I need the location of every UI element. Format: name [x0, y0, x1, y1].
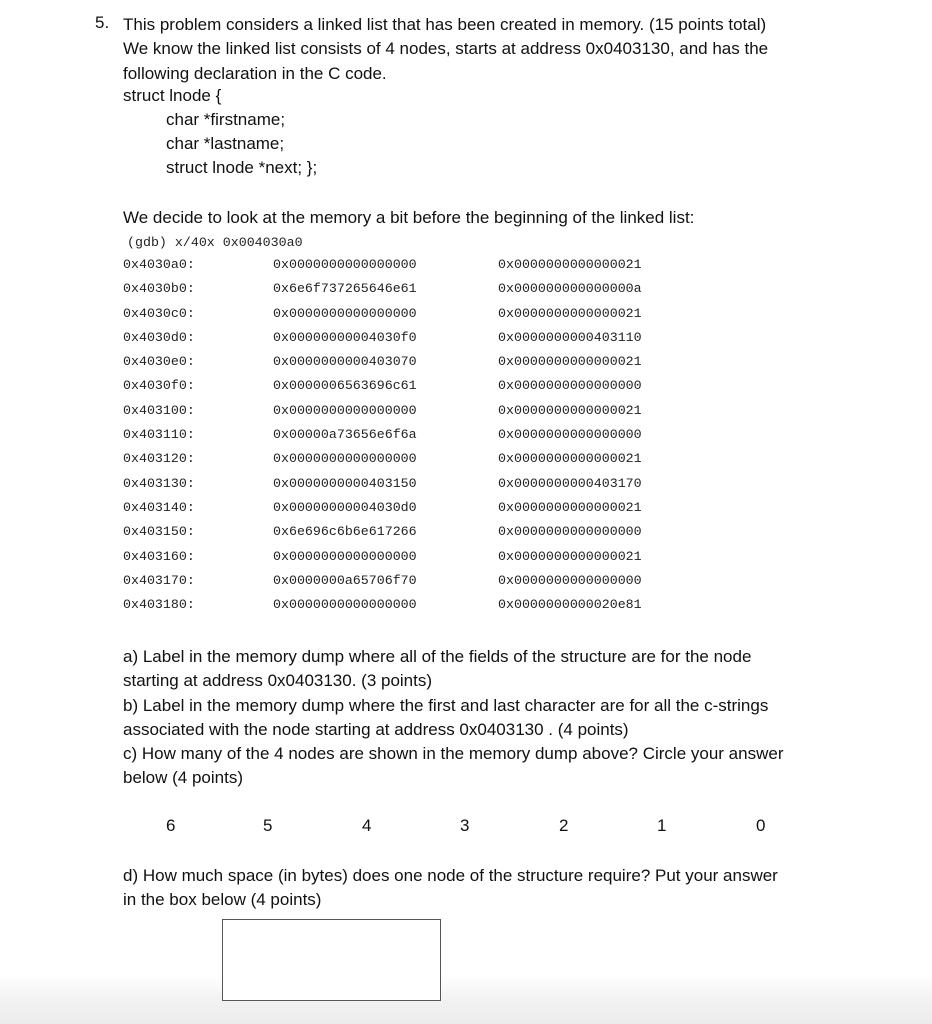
memory-value-1: 0x0000000000403070 [273, 354, 417, 370]
question-intro [123, 13, 768, 86]
part-d-line: d) How much space (in bytes) does one node of the structure require? Put your answer [123, 866, 778, 885]
memory-value-2: 0x0000000000000000 [498, 378, 642, 394]
answer-choice[interactable]: 4 [362, 816, 372, 835]
memory-value-1: 0x0000000a65706f70 [273, 572, 417, 588]
memory-value-1: 0x0000000000000000 [273, 451, 417, 467]
memory-address: 0x4030e0: [123, 354, 195, 370]
answer-choice[interactable]: 5 [263, 816, 273, 835]
memory-address: 0x4030a0: [123, 257, 195, 272]
memory-value-1: 0x00000000004030d0 [273, 499, 417, 515]
struct-declaration: struct lnode { [123, 86, 222, 105]
part-d [123, 864, 778, 913]
gdb-command: (gdb) x/40x 0x004030a0 [127, 235, 303, 250]
memory-value-2: 0x0000000000000000 [498, 572, 642, 588]
question-parts [123, 645, 783, 791]
memory-address: 0x403150: [123, 524, 195, 540]
answer-choice[interactable]: 1 [657, 816, 667, 835]
memory-address: 0x403110: [123, 427, 195, 443]
struct-field-lastname: char *lastname; [166, 134, 285, 153]
memory-value-2: 0x0000000000000021 [498, 548, 642, 564]
memory-value-2: 0x000000000000000a [498, 281, 642, 297]
answer-box[interactable] [222, 919, 441, 1001]
memory-value-1: 0x0000000000000000 [273, 597, 417, 613]
memory-value-2: 0x0000000000000021 [498, 499, 642, 515]
part-c-line: c) How many of the 4 nodes are shown in the memory dump above? Circle your answer [123, 744, 784, 764]
memory-value-1: 0x6e696c6b6e617266 [273, 524, 417, 540]
part-b-line: associated with the node starting at address 0x0403130 . (4 points) [123, 719, 629, 739]
memory-address: 0x403100: [123, 402, 195, 418]
memory-address: 0x403130: [123, 475, 195, 491]
memory-value-1: 0x0000000000000000 [273, 305, 417, 321]
memory-address: 0x4030d0: [123, 329, 195, 345]
answer-choice[interactable]: 2 [559, 816, 569, 835]
struct-field-firstname: char *firstname; [166, 110, 286, 129]
answer-choice[interactable]: 6 [166, 816, 176, 835]
memory-value-1: 0x00000a73656e6f6a [273, 427, 417, 443]
part-a-line: starting at address 0x0403130. (3 points) [123, 671, 433, 691]
memory-value-1: 0x0000000000403150 [273, 475, 417, 491]
memory-intro-text: We decide to look at the memory a bit before the beginning of the linked list: [123, 208, 695, 227]
memory-value-1: 0x6e6f737265646e61 [273, 281, 417, 297]
part-b-line: b) Label in the memory dump where the first and last character are for all the c-strings [123, 695, 769, 715]
memory-address: 0x403180: [123, 597, 195, 613]
memory-value-2: 0x0000000000000021 [498, 354, 642, 370]
memory-address: 0x403160: [123, 548, 195, 564]
memory-value-2: 0x0000000000000021 [498, 257, 642, 272]
memory-value-1: 0x0000000000000000 [273, 548, 417, 564]
memory-value-2: 0x0000000000000021 [498, 305, 642, 321]
intro-line: following declaration in the C code. [123, 63, 387, 83]
memory-address: 0x403140: [123, 499, 195, 515]
memory-value-1: 0x0000000000000000 [273, 257, 417, 272]
memory-value-2: 0x0000000000000021 [498, 451, 642, 467]
memory-value-2: 0x0000000000000021 [498, 402, 642, 418]
memory-address: 0x4030c0: [123, 305, 195, 321]
memory-value-1: 0x00000000004030f0 [273, 329, 417, 345]
struct-field-next: struct lnode *next; }; [166, 158, 318, 177]
memory-value-2: 0x0000000000000000 [498, 524, 642, 540]
memory-address: 0x403170: [123, 572, 195, 588]
memory-value-2: 0x0000000000403110 [498, 329, 642, 345]
memory-value-2: 0x0000000000403170 [498, 475, 642, 491]
memory-address: 0x4030f0: [123, 378, 195, 394]
memory-address: 0x403120: [123, 451, 195, 467]
answer-choice[interactable]: 0 [756, 816, 766, 835]
part-c-line: below (4 points) [123, 768, 244, 788]
memory-value-2: 0x0000000000000000 [498, 427, 642, 443]
part-d-line: in the box below (4 points) [123, 890, 322, 910]
answer-choice[interactable]: 3 [460, 816, 470, 835]
intro-line: This problem considers a linked list that has been created in memory. (15 points total) [123, 15, 767, 34]
memory-value-2: 0x0000000000020e81 [498, 597, 642, 613]
memory-address: 0x4030b0: [123, 281, 195, 297]
part-a-line: a) Label in the memory dump where all of the fields of the structure are for the node [123, 647, 752, 666]
memory-value-1: 0x0000006563696c61 [273, 378, 417, 394]
intro-line: We know the linked list consists of 4 nodes, starts at address 0x0403130, and has the [123, 39, 769, 59]
question-number: 5. [95, 13, 110, 32]
memory-value-1: 0x0000000000000000 [273, 402, 417, 418]
